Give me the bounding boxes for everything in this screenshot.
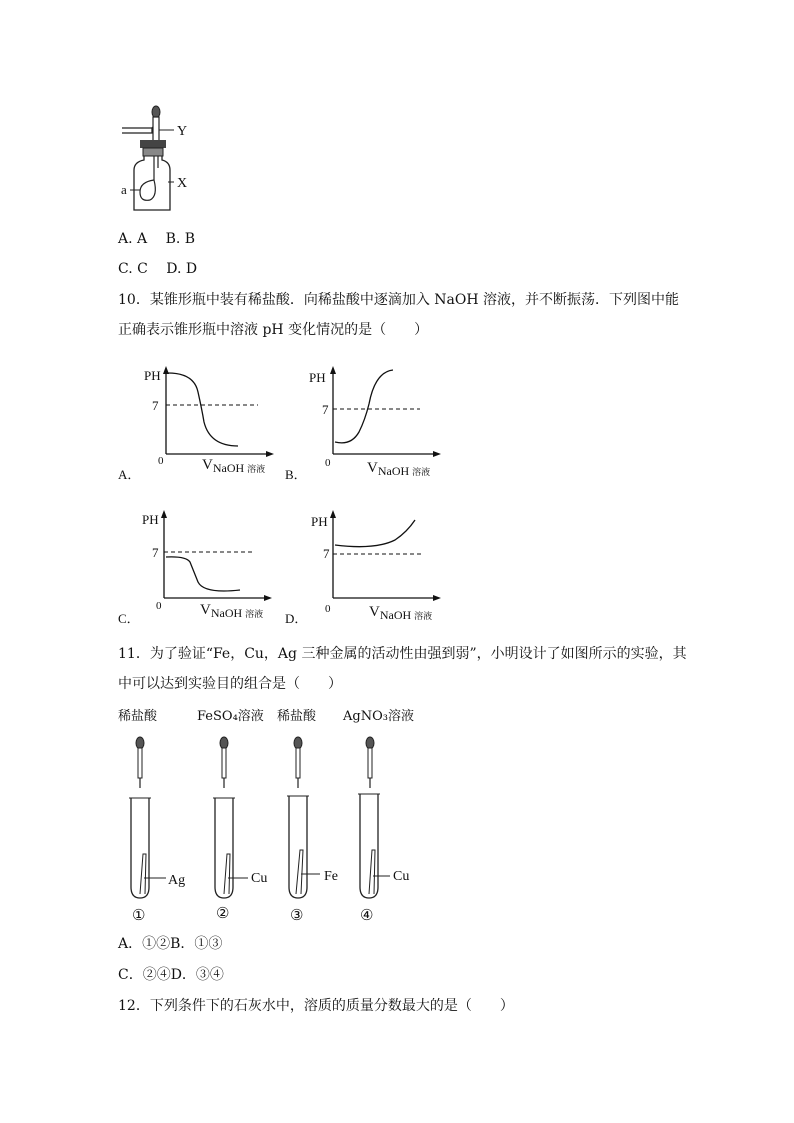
- q11-stem-line1: 11．为了验证“Fe，Cu，Ag 三种金属的活动性由强到弱”，小明设计了如图所示的实验，其: [118, 646, 687, 662]
- graph-c-xlabel-sub: NaOH: [210, 606, 243, 620]
- test-tube-1: [118, 732, 198, 924]
- tube1-reagent: 稀盐酸: [118, 709, 158, 724]
- ph-graph-a: [118, 362, 278, 487]
- graph-a-xlabel-sub: NaOH: [212, 461, 245, 475]
- label-a: a: [121, 182, 127, 197]
- tube3-number: ③: [290, 908, 304, 924]
- q9-options-row1: A. A B. B: [118, 231, 196, 247]
- tube3-metal: Fe: [324, 869, 338, 884]
- q10-stem-line1: 10．某锥形瓶中装有稀盐酸．向稀盐酸中逐滴加入 NaOH 溶液，并不断振荡．下列图中能: [118, 292, 679, 308]
- svg-text:VNaOH溶液: [202, 457, 265, 475]
- tube4-metal: Cu: [393, 869, 410, 884]
- graph-d-option: D．: [285, 611, 308, 626]
- graph-c-xlabel-tail: 溶液: [245, 609, 264, 619]
- test-tube-4: [348, 732, 428, 924]
- graph-b-xlabel-tail: 溶液: [412, 467, 431, 477]
- tube2-number: ②: [216, 906, 230, 922]
- q11-options-row1: A．①②B．①③: [118, 936, 223, 952]
- q12-stem: 12．下列条件下的石灰水中，溶质的质量分数最大的是（ ）: [118, 998, 514, 1014]
- tube2-metal: Cu: [251, 871, 268, 886]
- graph-b-origin: 0: [325, 457, 331, 469]
- graph-b-xlabel-main: V: [367, 460, 378, 476]
- tube2-reagent: FeSO₄溶液: [197, 709, 264, 724]
- ph-graph-c: [118, 506, 278, 631]
- tube4-number: ④: [360, 908, 374, 924]
- tube4-reagent: AgNO₃溶液: [343, 709, 414, 724]
- label-y: Y: [177, 124, 188, 139]
- graph-d-xlabel-main: V: [369, 604, 380, 620]
- graph-c-xlabel-main: V: [200, 602, 211, 618]
- graph-b-xlabel-sub: NaOH: [377, 464, 410, 478]
- gas-washing-bottle-diagram: [110, 100, 220, 220]
- tube1-number: ①: [132, 908, 146, 924]
- graph-d-xlabel-sub: NaOH: [379, 608, 412, 622]
- q11-stem-line2: 中可以达到实验目的组合是（ ）: [118, 676, 342, 692]
- test-tube-2: [202, 732, 282, 924]
- svg-text:VNaOH溶液: [200, 602, 263, 620]
- graph-d-origin: 0: [325, 603, 331, 615]
- graph-b-ylabel: PH: [309, 370, 326, 385]
- graph-d-ylabel: PH: [311, 514, 328, 529]
- graph-c-ylabel: PH: [142, 512, 159, 527]
- graph-b-option: B．: [285, 467, 307, 482]
- tube1-metal: Ag: [168, 873, 186, 888]
- q10-stem-line2: 正确表示锥形瓶中溶液 pH 变化情况的是（ ）: [118, 322, 429, 338]
- graph-d-xlabel-tail: 溶液: [414, 611, 433, 621]
- graph-a-xlabel-tail: 溶液: [247, 464, 266, 474]
- graph-c-option: C．: [118, 611, 140, 626]
- graph-d-seven: 7: [323, 546, 330, 561]
- graph-a-origin: 0: [158, 455, 164, 467]
- label-x: X: [177, 176, 188, 191]
- graph-c-seven: 7: [152, 545, 159, 560]
- tube3-reagent: 稀盐酸: [277, 709, 317, 724]
- test-tube-3: [276, 732, 356, 924]
- graph-c-origin: 0: [156, 600, 162, 612]
- graph-a-xlabel-main: V: [202, 457, 213, 473]
- graph-a-option: A．: [118, 467, 141, 482]
- graph-b-seven: 7: [322, 402, 329, 417]
- graph-a-seven: 7: [152, 398, 159, 413]
- svg-text:VNaOH溶液: [369, 604, 432, 622]
- q11-options-row2: C．②④D．③④: [118, 967, 224, 983]
- ph-graph-d: [285, 506, 445, 631]
- q9-options-row2: C. C D. D: [118, 261, 198, 277]
- ph-graph-b: [285, 362, 445, 487]
- svg-text:VNaOH溶液: [367, 460, 430, 478]
- graph-a-ylabel: PH: [144, 368, 161, 383]
